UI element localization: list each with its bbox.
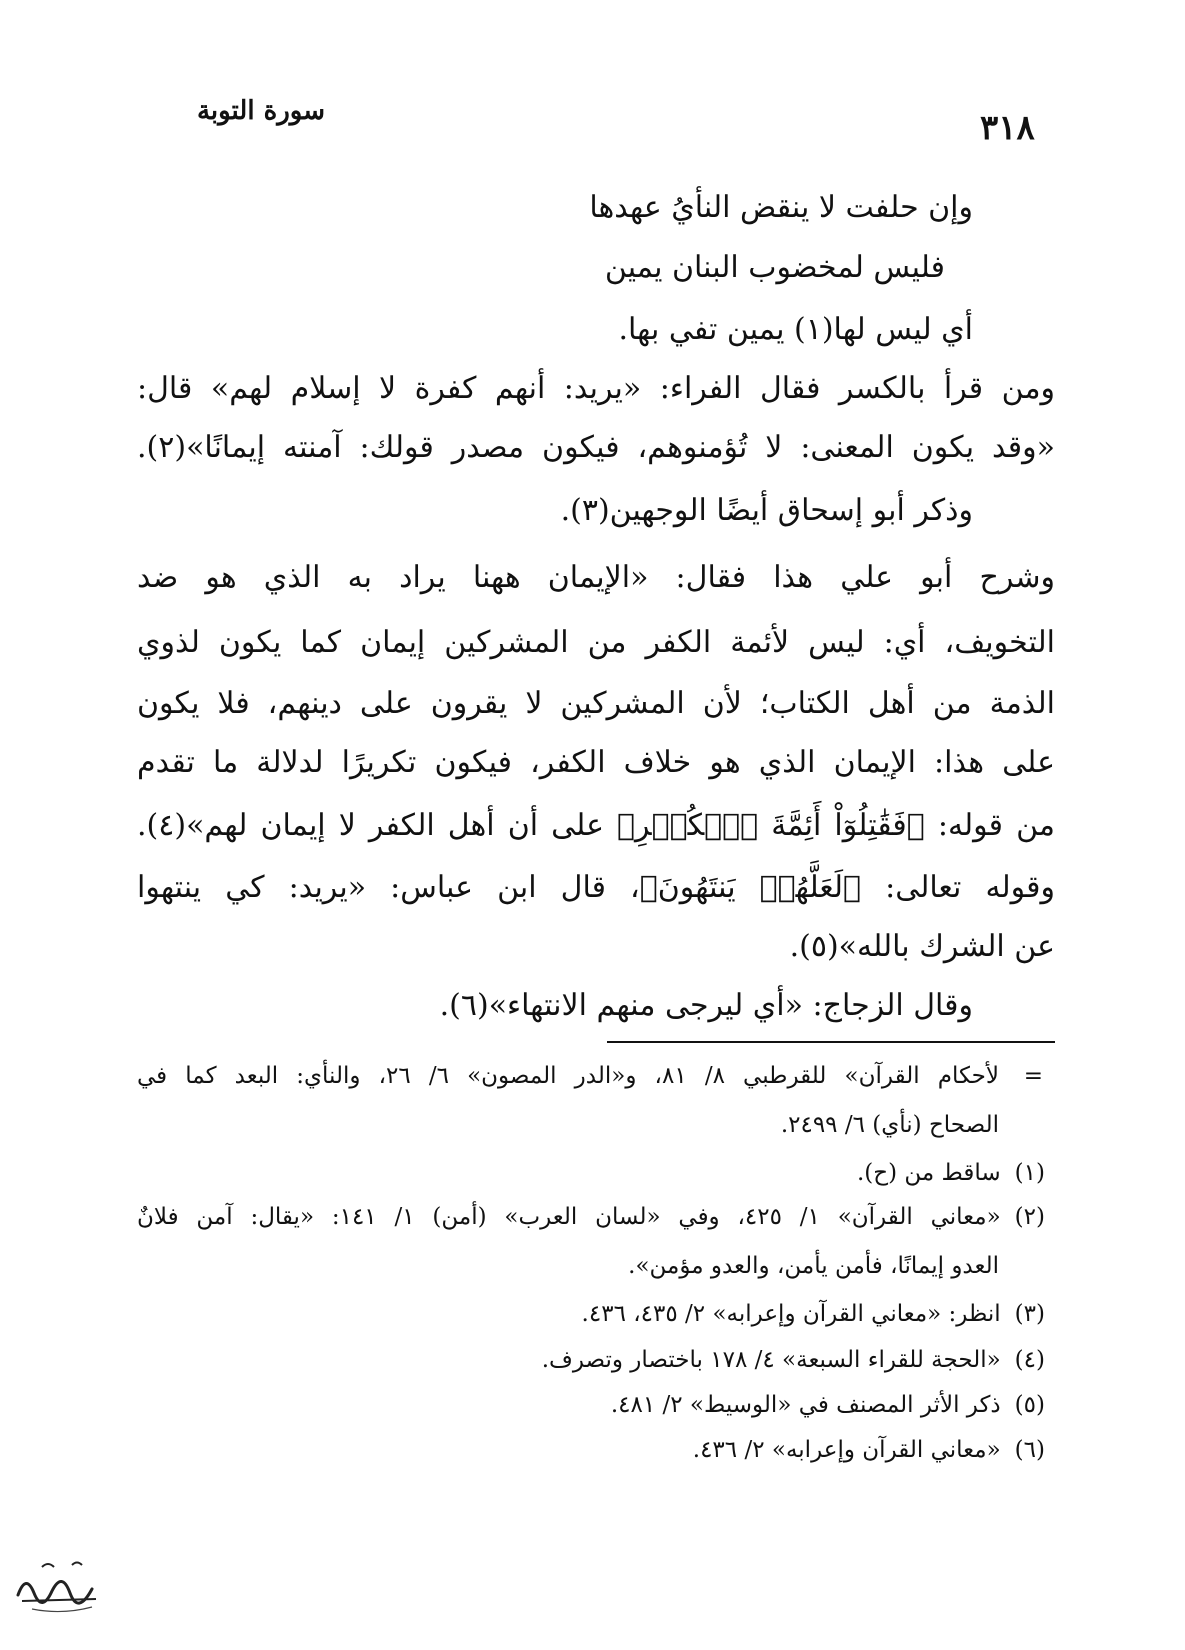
poem-line-2: فليس لمخضوب البنان يمين [604, 250, 945, 285]
footnote-number: (٢) [1014, 1204, 1045, 1230]
footnote-text: انظر: «معاني القرآن وإعرابه» ٢/ ٤٣٥، ٤٣٦. [581, 1301, 1001, 1327]
footnote-item [611, 1392, 1045, 1418]
body-line: وشرح أبو علي هذا فقال: «الإيمان ههنا يراد به الذي هو ضد [137, 560, 1055, 595]
footnote-continuation-marker: = [1023, 1063, 1043, 1089]
body-line: عن الشرك بالله»(٥). [789, 929, 1055, 964]
footnote-item [693, 1437, 1045, 1463]
body-line: «وقد يكون المعنى: لا تُؤمنوهم، فيكون مصدر قولك: آمنته إيمانًا»(٢). [137, 430, 1055, 465]
footnote-continuation: لأحكام القرآن» للقرطبي ٨/ ٨١، و«الدر المصون» ٦/ ٢٦، والنأي: البعد كما في [137, 1063, 1000, 1089]
body-line: التخويف، أي: ليس لأئمة الكفر من المشركين إيمان كما يكون لذوي [137, 625, 1055, 660]
footnote-text: «معاني القرآن وإعرابه» ٢/ ٤٣٦. [692, 1437, 1001, 1463]
body-line: من قوله: ﴿فَقَٰتِلُوٓاْ أَئِمَّةَ ٱلۡكُفۡرِ﴾ على أن أهل الكفر لا إيمان لهم»(٤). [137, 808, 1055, 843]
body-line: وذكر أبو إسحاق أيضًا الوجهين(٣). [560, 493, 973, 528]
footnote-text: «معاني القرآن» ١/ ٤٢٥، وفي «لسان العرب» (أمن) ١/ ١٤١: «يقال: آمن فلانٌ [137, 1204, 1001, 1230]
body-line: أي ليس لها(١) يمين تفي بها. [618, 312, 973, 347]
footnote-continuation: العدو إيمانًا، فأمن يأمن، والعدو مؤمن». [628, 1253, 999, 1279]
surah-title: سورة التوبة [196, 96, 325, 126]
footnote-number: (١) [1014, 1160, 1045, 1186]
page-number: ٣١٨ [980, 108, 1035, 148]
calligraphy-logo [12, 1553, 104, 1617]
footnote-number: (٤) [1014, 1347, 1045, 1373]
footnote-number: (٦) [1014, 1437, 1045, 1463]
footnote-item [137, 1204, 1045, 1230]
footnote-item [582, 1301, 1045, 1327]
footnote-text: ساقط من (ح). [857, 1160, 1001, 1186]
body-line: ومن قرأ بالكسر فقال الفراء: «يريد: أنهم كفرة لا إسلام لهم» قال: [137, 371, 1055, 406]
footnote-number: (٥) [1014, 1392, 1045, 1418]
body-line: على هذا: الإيمان الذي هو خلاف الكفر، فيكون تكريرًا لدلالة ما تقدم [137, 745, 1055, 780]
footnote-text: ذكر الأثر المصنف في «الوسيط» ٢/ ٤٨١. [610, 1392, 1001, 1418]
body-line: الذمة من أهل الكتاب؛ لأن المشركين لا يقرون على دينهم، فلا يكون [137, 686, 1055, 721]
footnote-item [542, 1347, 1045, 1373]
footnote-text: «الحجة للقراء السبعة» ٤/ ١٧٨ باختصار وتصرف. [541, 1347, 1001, 1373]
footnote-number: (٣) [1014, 1301, 1045, 1327]
footnote-item [857, 1160, 1045, 1186]
footnote-separator [607, 1041, 1055, 1043]
poem-line-1: وإن حلفت لا ينقض النأيُ عهدها [589, 190, 973, 225]
footnote-continuation: الصحاح (نأي) ٦/ ٢٤٩٩. [780, 1112, 999, 1138]
body-line: وقوله تعالى: ﴿لَعَلَّهُمۡ يَنتَهُونَ﴾، قال ابن عباس: «يريد: كي ينتهوا [137, 870, 1055, 905]
body-line: وقال الزجاج: «أي ليرجى منهم الانتهاء»(٦). [439, 988, 973, 1023]
